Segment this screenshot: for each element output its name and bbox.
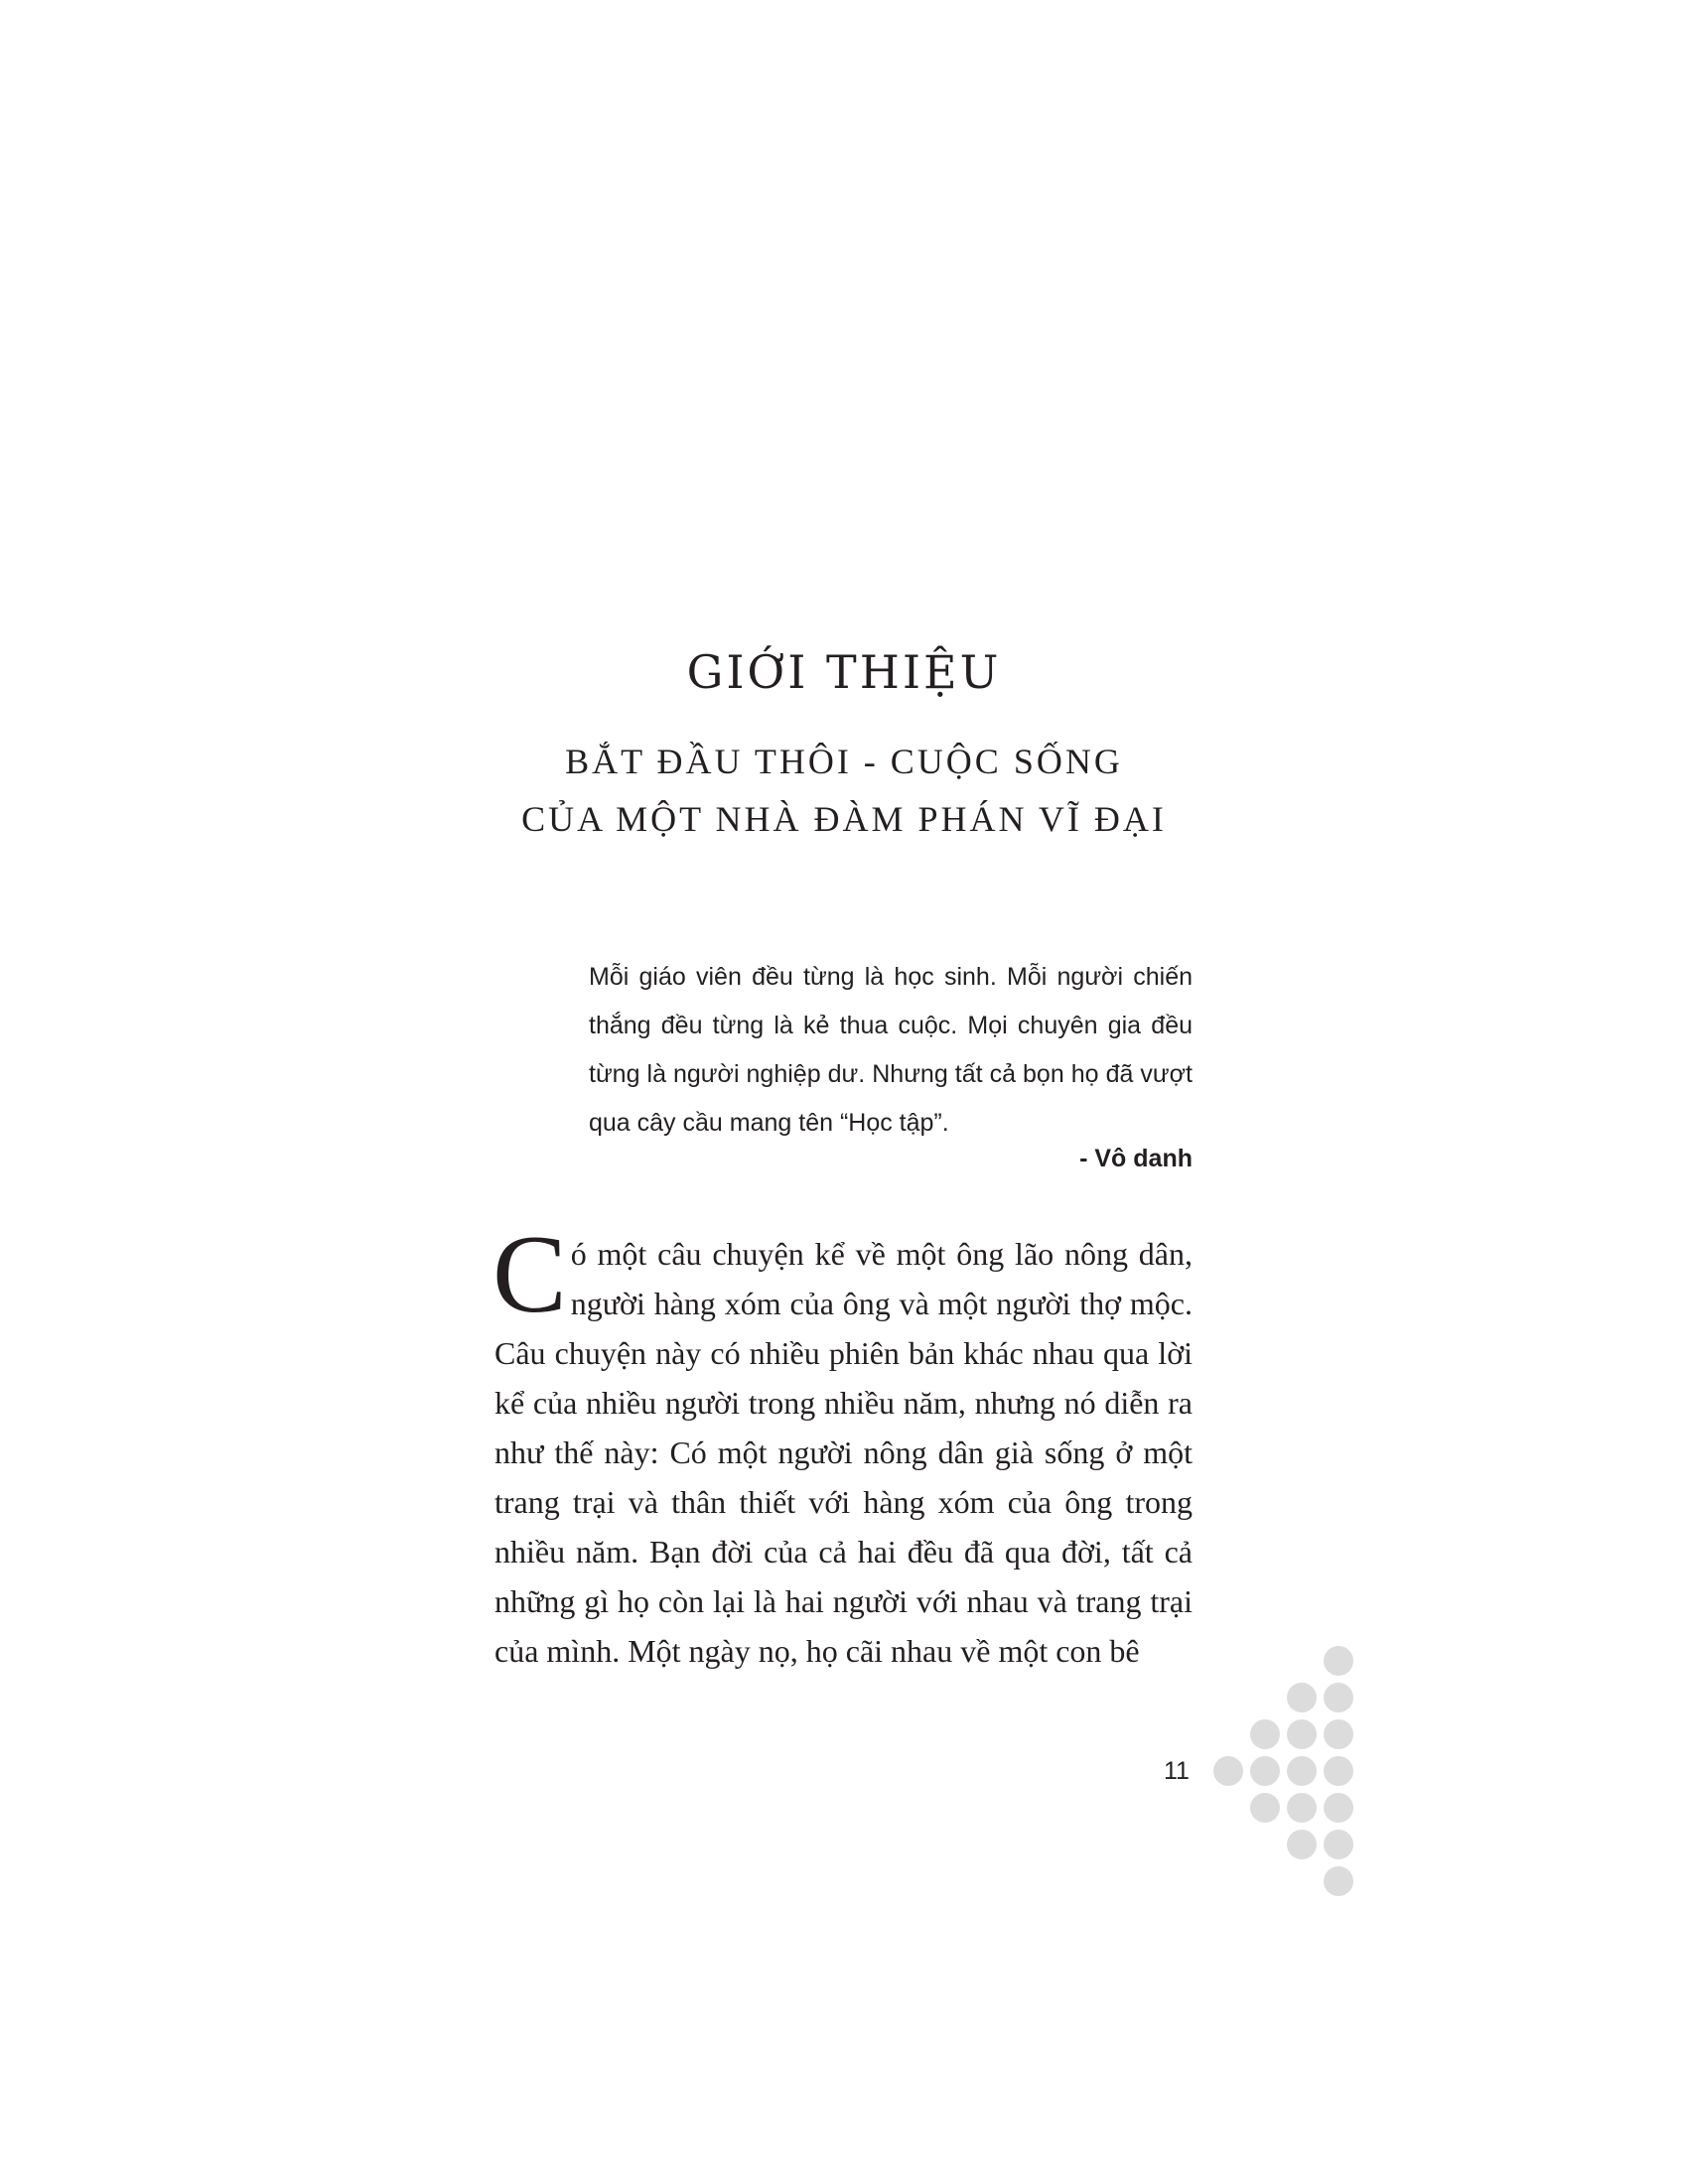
decorative-dot	[1250, 1756, 1280, 1786]
decorative-dot	[1324, 1830, 1353, 1859]
decorative-dot	[1250, 1793, 1280, 1823]
drop-cap: C	[492, 1213, 567, 1336]
body-paragraph-text: ó một câu chuyện kể về một ông lão nông dân, người hàng xóm của ông và một người thợ mộc. Câu chuyện này có nhiều phiên bản khác nhau qua lời kể của nhiều người trong nhiều năm, nhưng nó diễn ra như thế này: Có một người nông dân già sống ở một trang trại và thân thiết với hàng xóm của ông trong nhiều năm. Bạn đời của cả hai đều đã qua đời, tất cả những gì họ còn lại là hai người với nhau và trang trại của mình. Một ngày nọ, họ cãi nhau về một con bê	[494, 1236, 1193, 1669]
decorative-dot	[1213, 1756, 1243, 1786]
decorative-dot	[1324, 1793, 1353, 1823]
epigraph-quote: Mỗi giáo viên đều từng là học sinh. Mỗi người chiến thắng đều từng là kẻ thua cuộc. Mọi chuyên gia đều từng là người nghiệp dư. Nhưng tất cả bọn họ đã vượt qua cây cầu mang tên “Học tập”.	[589, 963, 1193, 1137]
decorative-dot	[1287, 1793, 1317, 1823]
decorative-dot	[1287, 1683, 1317, 1712]
decorative-dot	[1287, 1830, 1317, 1859]
chapter-heading: GIỚI THIỆU	[686, 645, 1002, 699]
decorative-dot	[1324, 1866, 1353, 1896]
decorative-dot	[1324, 1756, 1353, 1786]
decorative-dot	[1324, 1683, 1353, 1712]
decorative-dot	[1324, 1719, 1353, 1749]
body-paragraph	[492, 1213, 1193, 1676]
chapter-subtitle	[0, 733, 1688, 848]
decorative-dot	[1287, 1756, 1317, 1786]
chapter-subtitle-line-2: CỦA MỘT NHÀ ĐÀM PHÁN VĨ ĐẠI	[521, 799, 1167, 839]
decorative-dot	[1324, 1646, 1353, 1676]
decorative-dot	[1287, 1719, 1317, 1749]
epigraph-attribution: - Vô danh	[1079, 1145, 1193, 1172]
chapter-subtitle-line-1: BẮT ĐẦU THÔI - CUỘC SỐNG	[565, 742, 1123, 781]
page-number: 11	[1164, 1757, 1190, 1785]
decorative-dot	[1250, 1719, 1280, 1749]
